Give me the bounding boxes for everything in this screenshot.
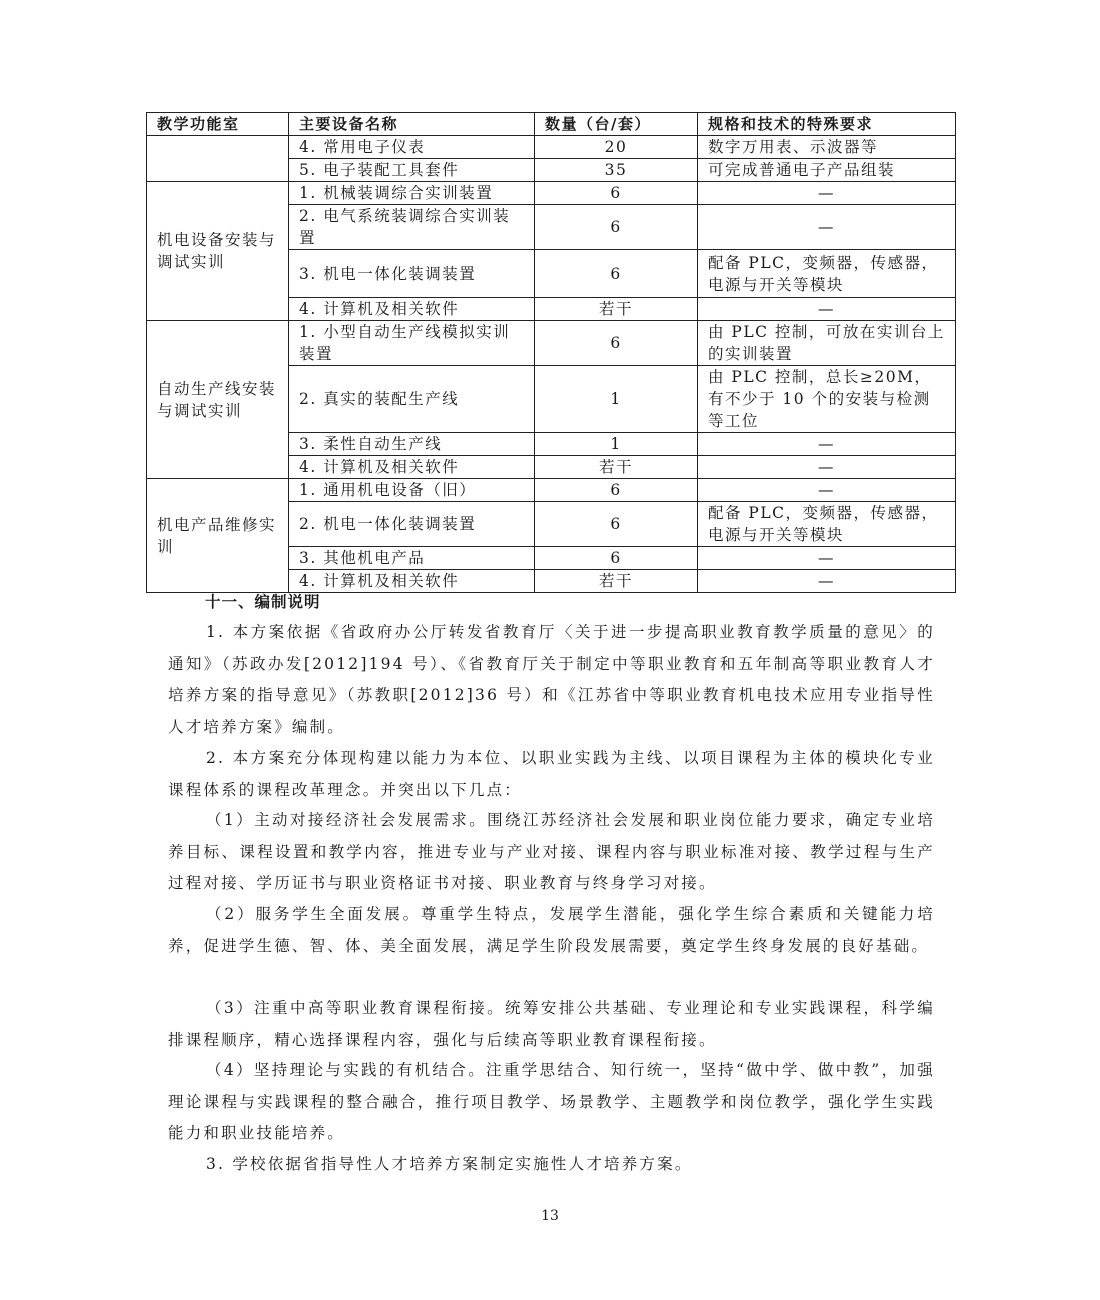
paragraph-1: 1. 本方案依据《省政府办公厅转发省教育厅〈关于进一步提高职业教育教学质量的意见〉的通知》（苏政办发[2012]194 号）、《省教育厅关于制定中等职业教育和五年制高等职业教育人才培养方案的指导意见》（苏教职[2012]36 号）和《江苏省中等职业教育机电技术应用专业指导性人才培养方案》编制。: [168, 623, 935, 736]
paragraph-point-3: （3）注重中高等职业教育课程衔接。统筹安排公共基础、专业理论和专业实践课程，科学编排课程顺序，精心选择课程内容，强化与后续高等职业教育课程衔接。: [168, 999, 935, 1049]
equipment-cell: 2. 真实的装配生产线: [289, 366, 535, 433]
equipment-cell: 3. 柔性自动生产线: [289, 433, 535, 456]
spec-cell: 配备 PLC，变频器，传感器，电源与开关等模块: [698, 250, 956, 298]
quantity-cell: 6: [535, 479, 698, 502]
spec-cell: —: [698, 205, 956, 250]
table-row: [147, 321, 956, 366]
room-cell: 自动生产线安装与调试实训: [147, 321, 289, 479]
table-row: [147, 479, 956, 502]
spec-cell: —: [698, 182, 956, 205]
table-row: [147, 136, 956, 159]
quantity-cell: 6: [535, 182, 698, 205]
spec-cell: 由 PLC 控制，可放在实训台上的实训装置: [698, 321, 956, 366]
room-cell: 机电产品维修实训: [147, 479, 289, 593]
table-header-row: [147, 113, 956, 136]
section-heading: 十一、编制说明: [205, 593, 321, 611]
spec-cell: 由 PLC 控制，总长≥20M，有不少于 10 个的安装与检测等工位: [698, 366, 956, 433]
paragraph-3: 3. 学校依据省指导性人才培养方案制定实施性人才培养方案。: [206, 1155, 693, 1173]
equipment-cell: 3. 机电一体化装调装置: [289, 250, 535, 298]
spec-cell: —: [698, 547, 956, 570]
header-room: 教学功能室: [147, 113, 289, 136]
quantity-cell: 6: [535, 321, 698, 366]
quantity-cell: 6: [535, 250, 698, 298]
paragraph-point-2: （2）服务学生全面发展。尊重学生特点，发展学生潜能，强化学生综合素质和关键能力培养，促进学生德、智、体、美全面发展，满足学生阶段发展需要，奠定学生终身发展的良好基础。: [168, 905, 935, 955]
equipment-cell: 2. 机电一体化装调装置: [289, 502, 535, 547]
quantity-cell: 6: [535, 547, 698, 570]
paragraph-point-1: （1）主动对接经济社会发展需求。围绕江苏经济社会发展和职业岗位能力要求，确定专业培养目标、课程设置和教学内容，推进专业与产业对接、课程内容与职业标准对接、教学过程与生产过程对接、学历证书与职业资格证书对接、职业教育与终身学习对接。: [168, 811, 935, 892]
equipment-cell: 4. 计算机及相关软件: [289, 298, 535, 321]
spec-cell: 数字万用表、示波器等: [698, 136, 956, 159]
equipment-cell: 2. 电气系统装调综合实训装置: [289, 205, 535, 250]
header-spec: 规格和技术的特殊要求: [698, 113, 956, 136]
paragraph-point-4: （4）坚持理论与实践的有机结合。注重学思结合、知行统一，坚持“做中学、做中教”，加强理论课程与实践课程的整合融合，推行项目教学、场景教学、主题教学和岗位教学，强化学生实践能力和职业技能培养。: [168, 1061, 935, 1142]
spec-cell: 可完成普通电子产品组装: [698, 159, 956, 182]
equipment-table: [146, 112, 956, 593]
quantity-cell: 若干: [535, 570, 698, 593]
header-equipment: 主要设备名称: [289, 113, 535, 136]
quantity-cell: 若干: [535, 298, 698, 321]
equipment-cell: 1. 机械装调综合实训装置: [289, 182, 535, 205]
room-cell: 机电设备安装与调试实训: [147, 182, 289, 321]
page-number: 13: [541, 1208, 559, 1224]
table-row: [147, 182, 956, 205]
equipment-cell: 5. 电子装配工具套件: [289, 159, 535, 182]
paragraph-2: 2. 本方案充分体现构建以能力为本位、以职业实践为主线、以项目课程为主体的模块化专业课程体系的课程改革理念。并突出以下几点：: [168, 749, 935, 799]
header-quantity: 数量（台/套）: [535, 113, 698, 136]
room-cell: [147, 136, 289, 182]
quantity-cell: 1: [535, 366, 698, 433]
quantity-cell: 35: [535, 159, 698, 182]
equipment-cell: 4. 计算机及相关软件: [289, 570, 535, 593]
quantity-cell: 6: [535, 502, 698, 547]
spec-cell: —: [698, 456, 956, 479]
spec-cell: 配备 PLC，变频器，传感器，电源与开关等模块: [698, 502, 956, 547]
spec-cell: —: [698, 479, 956, 502]
quantity-cell: 6: [535, 205, 698, 250]
equipment-cell: 3. 其他机电产品: [289, 547, 535, 570]
quantity-cell: 1: [535, 433, 698, 456]
equipment-cell: 4. 常用电子仪表: [289, 136, 535, 159]
equipment-cell: 4. 计算机及相关软件: [289, 456, 535, 479]
spec-cell: —: [698, 298, 956, 321]
quantity-cell: 若干: [535, 456, 698, 479]
quantity-cell: 20: [535, 136, 698, 159]
equipment-cell: 1. 通用机电设备（旧）: [289, 479, 535, 502]
equipment-cell: 1. 小型自动生产线模拟实训装置: [289, 321, 535, 366]
spec-cell: —: [698, 570, 956, 593]
spec-cell: —: [698, 433, 956, 456]
